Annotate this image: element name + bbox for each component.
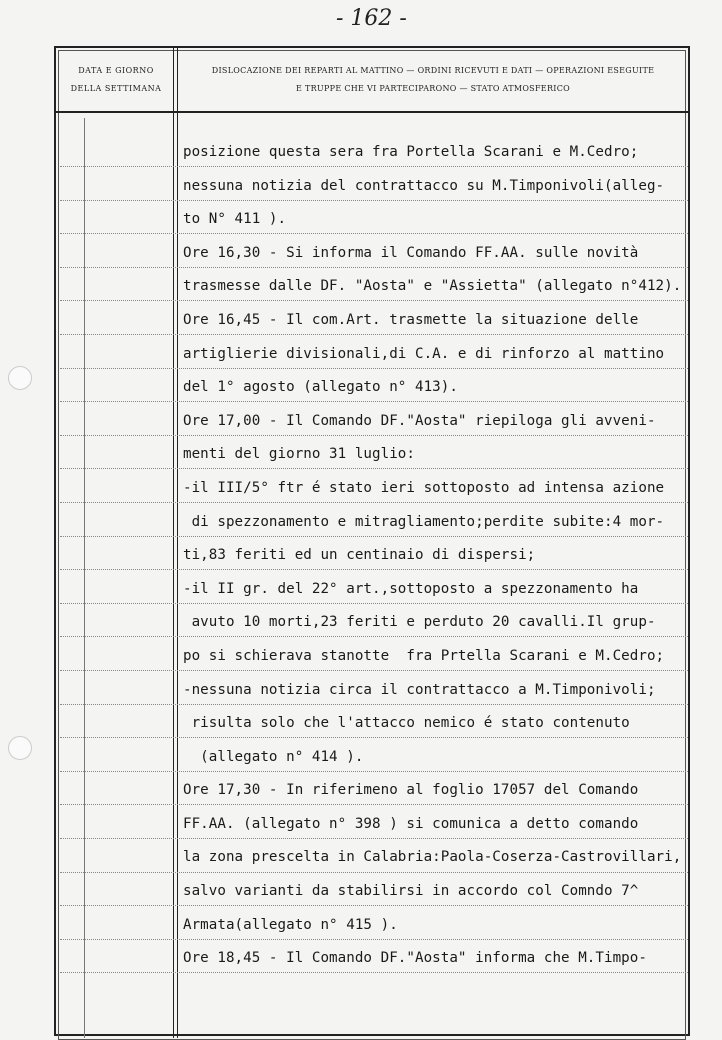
text-line: avuto 10 morti,23 feriti e perduto 20 cavalli.Il grup-	[183, 614, 656, 631]
text-line: Armata(allegato n° 415 ).	[183, 916, 398, 933]
text-line: nessuna notizia del contrattacco su M.Timponivoli(alleg-	[183, 177, 665, 194]
text-line: Ore 16,30 - Si informa il Comando FF.AA. sulle novità	[183, 244, 639, 261]
text-line: -nessuna notizia circa il contrattacco a M.Timponivoli;	[183, 681, 656, 698]
header-operations-column	[180, 62, 686, 98]
text-line: trasmesse dalle DF. "Aosta" e "Assietta" (allegato n°412).	[183, 278, 682, 295]
text-line: Ore 18,45 - Il Comando DF."Aosta" informa che M.Timpo-	[183, 950, 647, 967]
header-rule	[56, 111, 688, 113]
text-line: (allegato n° 414 ).	[183, 748, 364, 765]
header-date-line-1: DATA E GIORNO	[78, 66, 154, 75]
text-line: ti,83 feriti ed un centinaio di dispersi;	[183, 547, 536, 564]
typed-body	[183, 136, 713, 976]
punch-hole	[8, 366, 32, 390]
column-divider	[173, 48, 178, 1038]
text-line: risulta solo che l'attacco nemico é stato contenuto	[183, 715, 630, 732]
page-number: - 162 -	[336, 6, 407, 31]
text-line: to N° 411 ).	[183, 211, 287, 228]
header-date-line-2: DELLA SETTIMANA	[70, 84, 162, 93]
text-line: artiglierie divisionali,di C.A. e di rinforzo al mattino	[183, 345, 665, 362]
text-line: po si schierava stanotte fra Prtella Scarani e M.Cedro;	[183, 647, 665, 664]
header-operations-line-1: DISLOCAZIONE DEI REPARTI AL MATTINO — ORDINI RICEVUTI E DATI — OPERAZIONI ESEGUITE	[211, 66, 655, 75]
header-date-column	[60, 62, 172, 98]
text-line: salvo varianti da stabilirsi in accordo col Comndo 7^	[183, 883, 639, 900]
text-line: di spezzonamento e mitragliamento;perdite subite:4 mor-	[183, 513, 665, 530]
text-line: la zona prescelta in Calabria:Paola-Coserza-Castrovillari,	[183, 849, 682, 866]
text-line: FF.AA. (allegato n° 398 ) si comunica a detto comando	[183, 815, 639, 832]
text-line: Ore 17,30 - In riferimeno al foglio 17057 del Comando	[183, 782, 639, 799]
text-line: del 1° agosto (allegato n° 413).	[183, 379, 458, 396]
text-line: -il III/5° ftr é stato ieri sottoposto ad intensa azione	[183, 479, 665, 496]
text-line: menti del giorno 31 luglio:	[183, 446, 415, 463]
text-line: -il II gr. del 22° art.,sottoposto a spezzonamento ha	[183, 580, 639, 597]
punch-hole	[8, 736, 32, 760]
text-line: Ore 16,45 - Il com.Art. trasmette la situazione delle	[183, 311, 639, 328]
text-line: Ore 17,00 - Il Comando DF."Aosta" riepiloga gli avveni-	[183, 412, 656, 429]
header-operations-line-2: E TRUPPE CHE VI PARTECIPARONO — STATO ATMOSFERICO	[295, 84, 571, 93]
left-subcolumn-rule	[84, 118, 85, 1038]
text-line: posizione questa sera fra Portella Scarani e M.Cedro;	[183, 144, 639, 160]
